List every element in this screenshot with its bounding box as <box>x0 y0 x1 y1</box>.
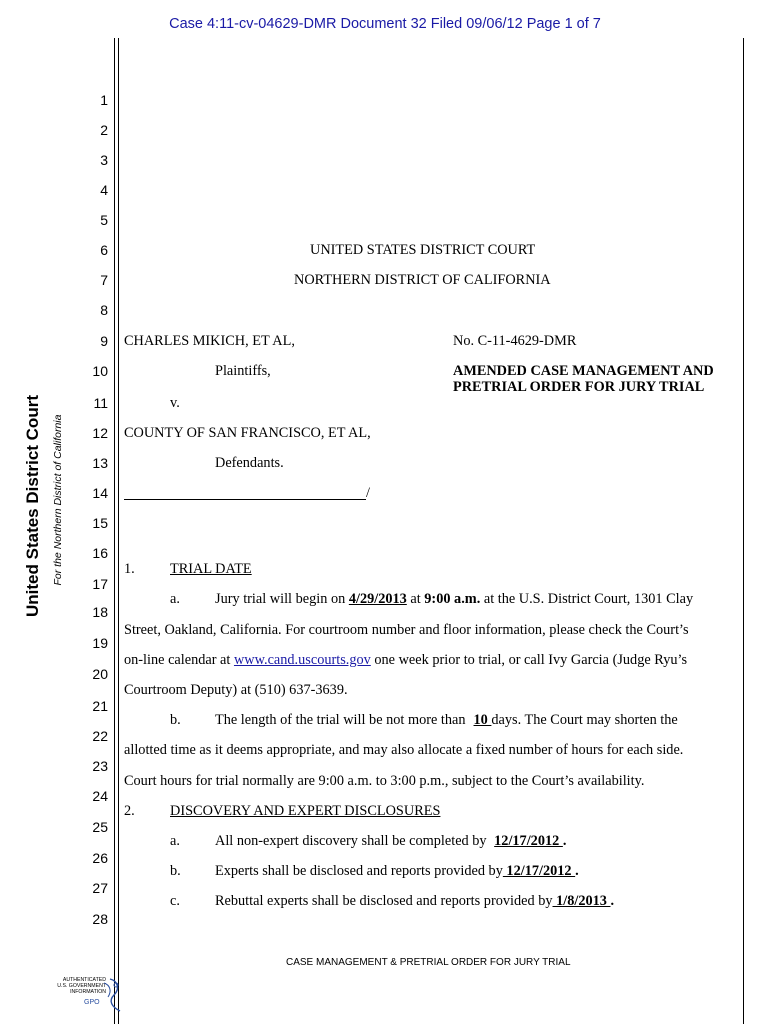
line-number: 20 <box>92 666 108 682</box>
item-1b-line-3: Court hours for trial normally are 9:00 a.m. to 3:00 p.m., subject to the Court’s availability. <box>124 773 645 789</box>
line-number: 19 <box>92 635 108 651</box>
line-number: 8 <box>100 302 108 318</box>
item-1b-line-2: allotted time as it deems appropriate, and may also allocate a fixed number of hours for each side. <box>124 742 684 758</box>
filing-header: Case 4:11-cv-04629-DMR Document 32 Filed 09/06/12 Page 1 of 7 <box>169 16 601 32</box>
order-title-line-2: PRETRIAL ORDER FOR JURY TRIAL <box>453 379 705 395</box>
line-number: 16 <box>92 545 108 561</box>
left-margin-rule <box>114 38 115 1024</box>
line-number: 22 <box>92 728 108 744</box>
line-number: 7 <box>100 272 108 288</box>
item-2b-end: . <box>575 863 579 879</box>
item-1a-line-4: Courtroom Deputy) at (510) 637-3639. <box>124 682 348 698</box>
expert-disclosure-date: 12/17/2012 <box>502 863 576 879</box>
line-number: 13 <box>92 455 108 471</box>
item-2a-line <box>215 833 566 850</box>
line-number: 18 <box>92 604 108 620</box>
item-1a-text-2: at <box>406 591 425 607</box>
item-2c-end: . <box>610 893 615 909</box>
item-2b-line <box>215 863 579 880</box>
line-number: 11 <box>93 395 108 411</box>
section-1-number: 1. <box>124 561 135 577</box>
line-number: 26 <box>92 850 108 866</box>
defendant-name: COUNTY OF SAN FRANCISCO, ET AL, <box>124 425 371 441</box>
defendant-role: Defendants. <box>215 455 284 471</box>
line-number: 3 <box>100 152 108 168</box>
right-margin-rule <box>743 38 744 1024</box>
item-1a-text-1: Jury trial will begin on <box>215 591 349 607</box>
sidebar-district: For the Northern District of California <box>52 414 64 586</box>
gpo-seal-label: GPO <box>84 999 100 1006</box>
item-2b-label: b. <box>170 863 181 879</box>
versus: v. <box>170 395 180 411</box>
item-1b-line-1 <box>215 712 678 729</box>
plaintiff-role: Plaintiffs, <box>215 363 271 379</box>
item-2c-line <box>215 893 614 910</box>
item-1b-label: b. <box>170 712 181 728</box>
line-number: 28 <box>92 911 108 927</box>
item-1b-text-1: The length of the trial will be not more than <box>215 712 466 728</box>
non-expert-discovery-date: 12/17/2012 <box>494 833 563 849</box>
trial-date: 4/29/2013 <box>348 591 407 607</box>
line-number: 14 <box>92 485 108 501</box>
line-number: 10 <box>92 363 108 379</box>
line-number: 25 <box>92 819 108 835</box>
line-number: 2 <box>100 122 108 138</box>
section-2-title: DISCOVERY AND EXPERT DISCLOSURES <box>170 803 441 819</box>
line-number: 4 <box>100 182 108 198</box>
gpo-seal-line-2: U.S. GOVERNMENT <box>57 983 106 989</box>
item-2b-text: Experts shall be disclosed and reports provided by <box>215 863 503 879</box>
line-number: 5 <box>100 212 108 228</box>
section-2-number: 2. <box>124 803 135 819</box>
gpo-eagle-icon <box>90 975 130 1015</box>
item-1a-line-1 <box>215 591 693 608</box>
court-name: UNITED STATES DISTRICT COURT <box>310 242 536 258</box>
order-title-line-1: AMENDED CASE MANAGEMENT AND <box>453 363 714 379</box>
item-2a-label: a. <box>170 833 180 849</box>
line-number: 17 <box>92 576 108 592</box>
gpo-seal-line-1: AUTHENTICATED <box>62 977 106 983</box>
court-calendar-link[interactable]: www.cand.uscourts.gov <box>233 652 371 668</box>
item-1a-line-3-pre: on-line calendar at <box>124 652 234 668</box>
rebuttal-expert-date: 1/8/2013 <box>552 893 611 909</box>
line-number: 6 <box>100 242 108 258</box>
item-1a-line-3 <box>124 652 687 669</box>
line-number: 15 <box>92 515 108 531</box>
plaintiff-name: CHARLES MIKICH, ET AL, <box>124 333 295 349</box>
item-1a-text-3: at the U.S. District Court, 1301 Clay <box>480 591 694 607</box>
line-number: 12 <box>92 425 108 441</box>
item-1b-text-2: days. The Court may shorten the <box>491 712 678 728</box>
page-footer: CASE MANAGEMENT & PRETRIAL ORDER FOR JURY TRIAL <box>286 957 571 968</box>
line-number: 9 <box>100 333 108 349</box>
caption-separator-slash: / <box>366 485 370 501</box>
item-2a-end: . <box>562 833 567 849</box>
item-1a-label: a. <box>170 591 180 607</box>
section-1-title: TRIAL DATE <box>170 561 252 577</box>
line-number: 21 <box>92 698 108 714</box>
item-1a-line-3-post: one week prior to trial, or call Ivy Garcia (Judge Ryu’s <box>370 652 688 668</box>
item-2c-label: c. <box>170 893 180 909</box>
caption-separator-line <box>124 499 366 500</box>
left-margin-rule-inner <box>118 38 119 1024</box>
gpo-authentication-seal <box>42 975 132 1015</box>
trial-time: 9:00 a.m. <box>424 591 481 607</box>
item-2c-text: Rebuttal experts shall be disclosed and reports provided by <box>215 893 553 909</box>
case-number: No. C-11-4629-DMR <box>453 333 577 349</box>
sidebar-court-name: United States District Court <box>23 395 42 617</box>
line-number: 1 <box>100 92 108 108</box>
line-number: 24 <box>92 788 108 804</box>
item-2a-text: All non-expert discovery shall be completed by <box>215 833 491 849</box>
gpo-seal-line-3: INFORMATION <box>70 989 106 995</box>
line-number: 23 <box>92 758 108 774</box>
line-number: 27 <box>92 880 108 896</box>
trial-length-days: 10 <box>473 712 492 728</box>
item-1a-line-2: Street, Oakland, California. For courtroom number and floor information, please check the Court’s <box>124 622 689 638</box>
court-district: NORTHERN DISTRICT OF CALIFORNIA <box>294 272 551 288</box>
